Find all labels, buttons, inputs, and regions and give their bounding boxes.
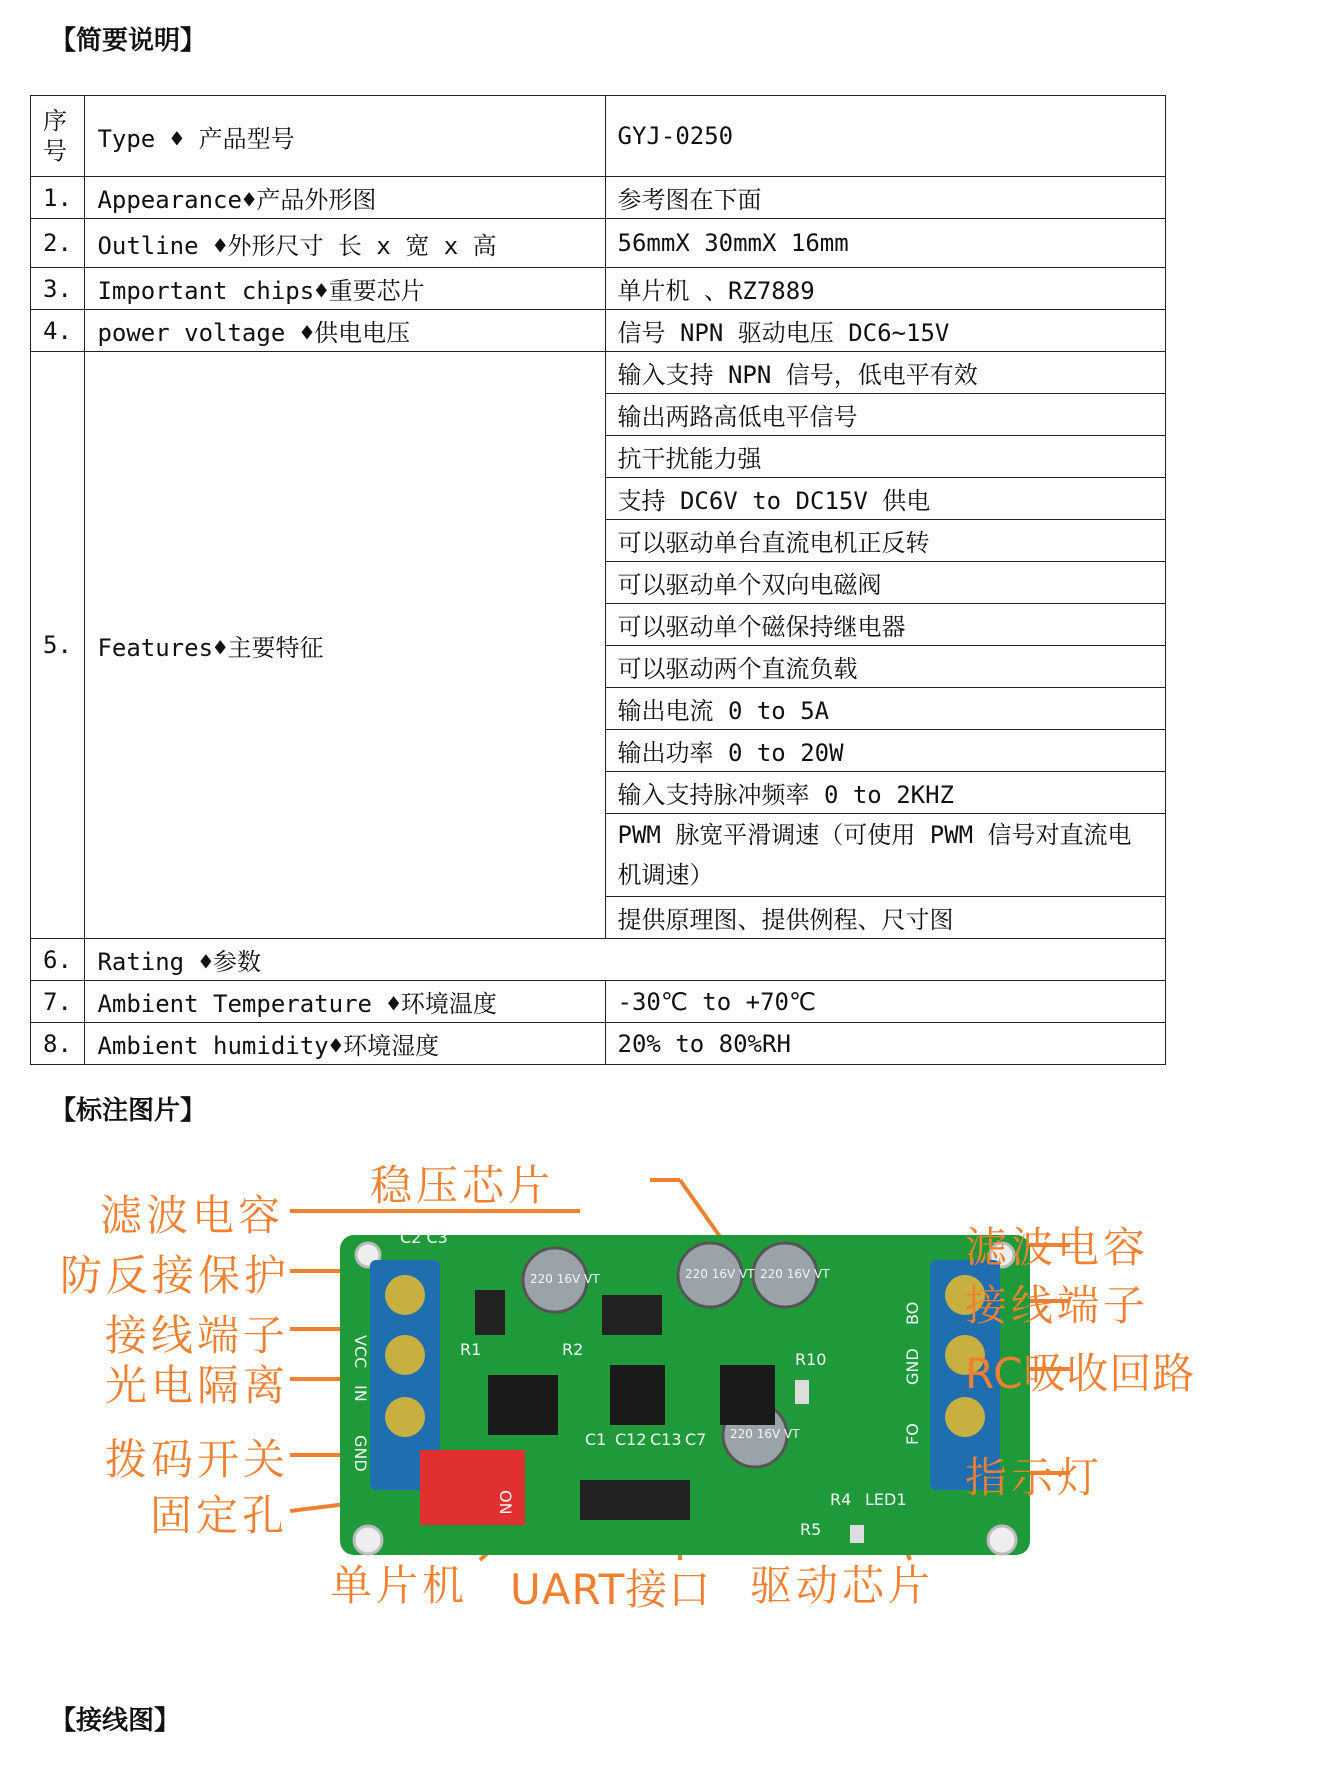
label-uart: UART接口 [510,1565,712,1614]
silk-vcc: VCC [351,1335,370,1369]
silk-r2: R2 [562,1340,584,1359]
feature-item: 可以驱动单台直流电机正反转 [605,520,1165,562]
table-row-rating [31,939,1166,981]
silk-c2c3: C2 C3 [400,1228,448,1247]
diode [475,1290,505,1335]
feature-item: 输出电流 0 to 5A [605,688,1165,730]
feature-item: 输出功率 0 to 20W [605,730,1165,772]
table-row [31,1023,1166,1065]
feature-item: 输入支持脉冲频率 0 to 2KHZ [605,772,1165,814]
cap-marking: 220 16V VT [760,1267,830,1281]
row-num: 7. [31,981,85,1023]
mcu-chip [610,1365,665,1425]
label-regulator: 稳压芯片 [370,1161,555,1210]
uart-header [580,1480,690,1520]
label-mcu: 单片机 [330,1561,469,1610]
table-row [31,310,1166,352]
feature-item: 输出两路高低电平信号 [605,394,1165,436]
table-row [31,268,1166,310]
row-num: 6. [31,939,85,981]
silk-led: LED1 [865,1490,907,1509]
feature-item: 提供原理图、提供例程、尺寸图 [605,897,1165,939]
feature-item: 输入支持 NPN 信号，低电平有效 [605,352,1165,394]
section-title-wiring: 【接线图】 [50,1706,181,1736]
feature-item: 可以驱动单个双向电磁阀 [605,562,1165,604]
row-value: 单片机 、RZ7889 [605,268,1165,310]
table-header-row [31,96,1166,177]
row-value: 信号 NPN 驱动电压 DC6~15V [605,310,1165,352]
cap-marking: 220 16V VT [530,1272,600,1286]
label-mount-hole: 固定孔 [150,1491,289,1540]
label-filter-cap-right: 滤波电容 [965,1223,1150,1272]
row-value: 20% to 80%RH [605,1023,1165,1065]
header-name: Type ♦ 产品型号 [85,96,605,177]
silk-c12: C12 [615,1430,647,1449]
silk-r5: R5 [800,1520,822,1539]
header-value: GYJ-0250 [605,96,1165,177]
section-title-annotated: 【标注图片】 [50,1096,207,1126]
feature-item: PWM 脉宽平滑调速（可使用 PWM 信号对直流电机调速） [605,814,1165,897]
table-row [31,177,1166,219]
silk-in: IN [351,1385,370,1402]
silk-r10: R10 [795,1350,827,1369]
table-row-features [31,352,1166,394]
label-driver: 驱动芯片 [750,1561,935,1610]
row-name: Important chips♦重要芯片 [85,268,605,310]
table-row [31,981,1166,1023]
feature-item: 可以驱动两个直流负载 [605,646,1165,688]
regulator-chip [602,1295,662,1335]
table-row [31,219,1166,268]
silk-gnd-r: GND [903,1348,922,1385]
label-terminal-left: 接线端子 [105,1311,290,1360]
silk-c13: C13 [650,1430,682,1449]
feature-item: 支持 DC6V to DC15V 供电 [605,478,1165,520]
row-num: 4. [31,310,85,352]
label-terminal-right: 接线端子 [965,1281,1150,1330]
silk-c7: C7 [685,1430,707,1449]
feature-item: 抗干扰能力强 [605,436,1165,478]
row-value: -30℃ to +70℃ [605,981,1165,1023]
row-name: Outline ♦外形尺寸 长 x 宽 x 高 [85,219,605,268]
silk-gnd-l: GND [351,1435,370,1472]
spec-table [30,95,1166,1065]
feature-item: 可以驱动单个磁保持继电器 [605,604,1165,646]
silk-on: ON [496,1490,515,1515]
annotated-product-figure [40,1145,1320,1645]
silk-r1: R1 [460,1340,482,1359]
row-num: 1. [31,177,85,219]
row-value: 56mmX 30mmX 16mm [605,219,1165,268]
mount-hole [988,1526,1016,1554]
led [850,1525,864,1543]
label-reverse-protect: 防反接保护 [60,1251,291,1300]
silk-fo: FO [903,1423,922,1445]
mount-hole [354,1526,382,1554]
row-name: Appearance♦产品外形图 [85,177,605,219]
header-num: 序号 [31,96,85,177]
row-num: 3. [31,268,85,310]
label-rc-snubber: RC吸收回路 [965,1349,1196,1398]
pcb-board-image [340,1205,1030,1575]
row-num: 5. [31,352,85,939]
label-dip-switch: 拨码开关 [105,1435,290,1484]
row-name: Rating ♦参数 [85,939,1166,981]
label-optocoupler: 光电隔离 [105,1361,290,1410]
row-name: power voltage ♦供电电压 [85,310,605,352]
row-name: Ambient humidity♦环境湿度 [85,1023,605,1065]
row-num: 8. [31,1023,85,1065]
cap-marking: 220 16V VT [730,1427,800,1441]
label-indicator: 指示灯 [965,1453,1104,1502]
silk-c1: C1 [585,1430,607,1449]
row-value: 参考图在下面 [605,177,1165,219]
row-name: Features♦主要特征 [85,352,605,939]
row-num: 2. [31,219,85,268]
label-filter-cap-left: 滤波电容 [100,1191,285,1240]
driver-chip [720,1365,775,1425]
silk-r4: R4 [830,1490,852,1509]
silk-bo: BO [903,1301,922,1325]
row-name: Ambient Temperature ♦环境温度 [85,981,605,1023]
optocoupler-chip [488,1375,558,1435]
cap-marking: 220 16V VT [685,1267,755,1281]
rc-snubber [795,1380,809,1404]
section-title-summary: 【简要说明】 [50,26,207,56]
